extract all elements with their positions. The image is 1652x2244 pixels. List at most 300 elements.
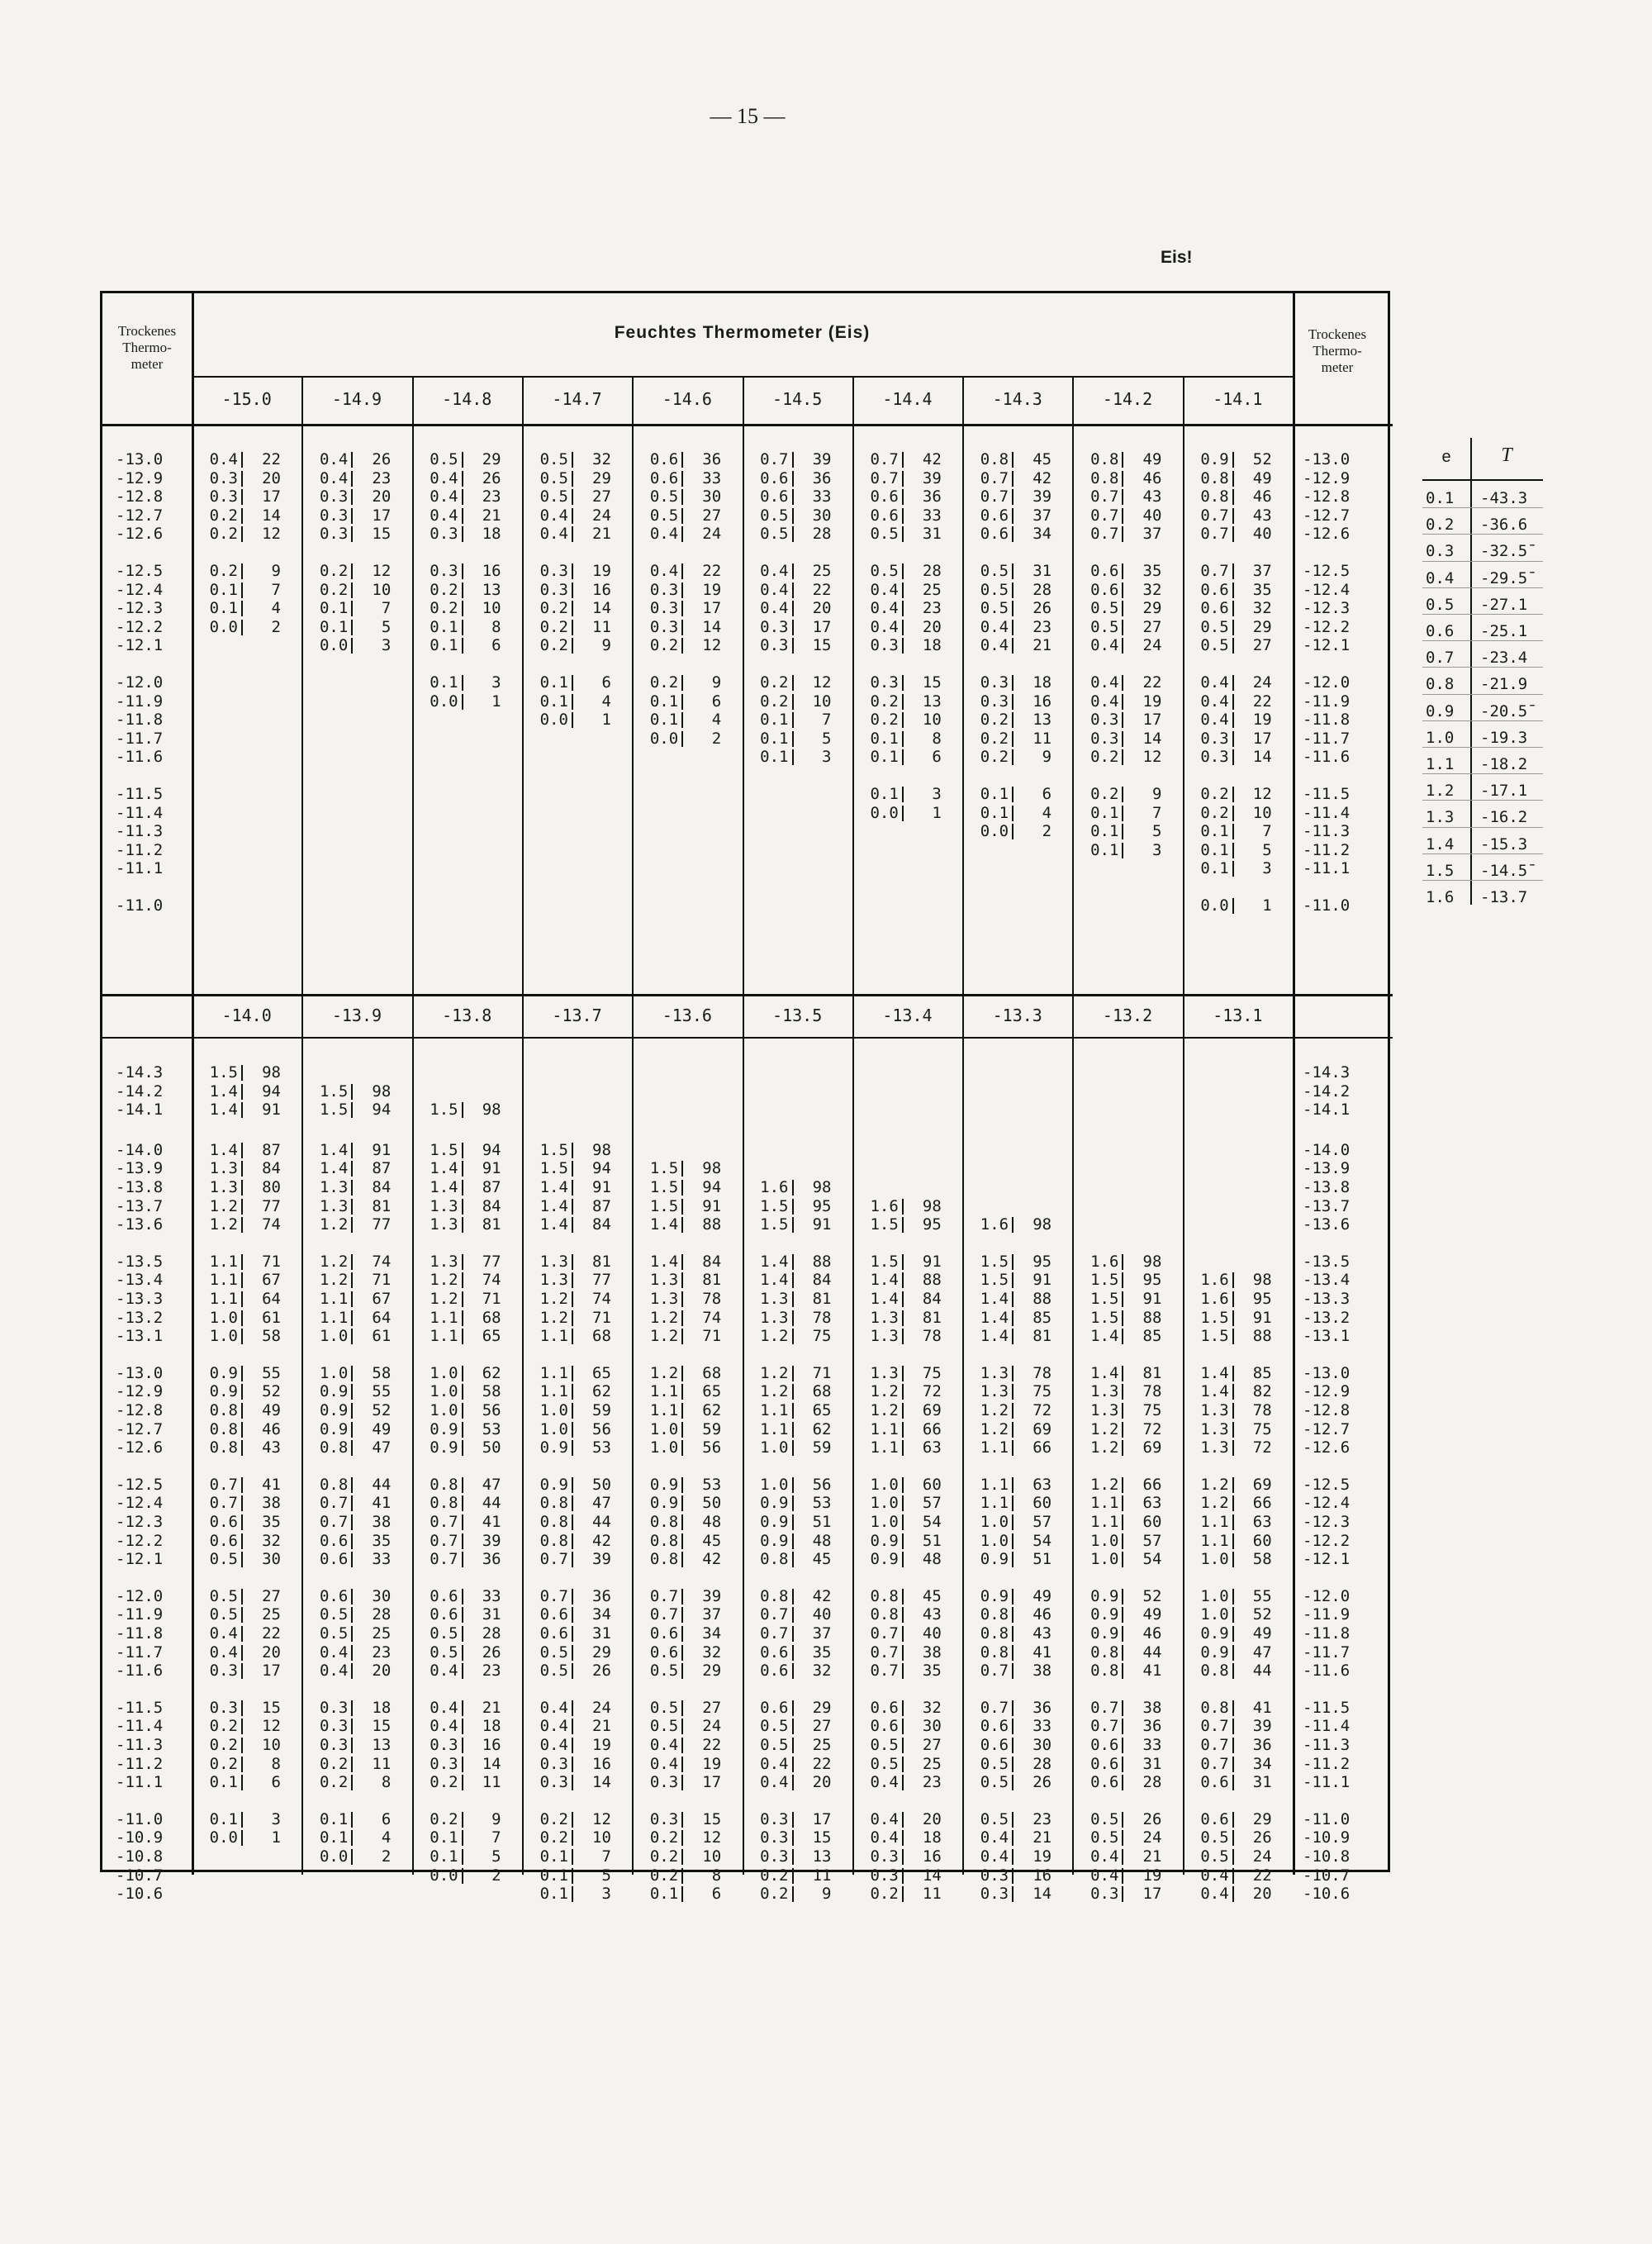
cell-divider	[792, 1645, 794, 1661]
side-e-value: 1.3	[1426, 808, 1455, 827]
dry-temp-row-label-right: -11.1	[1303, 859, 1351, 878]
cell-divider	[902, 787, 904, 802]
vapor-pressure-value: 0.8	[539, 1531, 568, 1550]
dry-temp-row-label-right: -12.2	[1303, 617, 1351, 636]
vapor-pressure-value: 1.3	[1200, 1438, 1229, 1457]
relative-humidity-value: 1	[491, 692, 501, 711]
relative-humidity-value: 69	[922, 1401, 942, 1419]
relative-humidity-value: 63	[922, 1438, 942, 1457]
cell-divider	[351, 1607, 353, 1623]
vapor-pressure-value: 0.6	[980, 525, 1009, 544]
cell-divider	[792, 601, 794, 616]
cell-divider	[1122, 601, 1123, 616]
relative-humidity-value: 24	[1252, 1847, 1272, 1866]
column-rule	[962, 376, 964, 994]
relative-humidity-value: 21	[1032, 636, 1052, 655]
vapor-pressure-value: 0.3	[319, 487, 349, 506]
vapor-pressure-value: 0.1	[430, 617, 458, 636]
vapor-pressure-value: 0.6	[1090, 1773, 1119, 1792]
vapor-pressure-value: 1.0	[1090, 1531, 1119, 1550]
cell-divider	[462, 1310, 463, 1326]
cell-divider	[572, 1700, 573, 1716]
relative-humidity-value: 69	[1252, 1475, 1272, 1494]
cell-divider	[462, 1514, 463, 1530]
dry-temp-row-label: -13.2	[116, 1308, 164, 1327]
vapor-pressure-value: 0.7	[980, 1662, 1009, 1681]
vapor-pressure-value: 0.2	[539, 1828, 568, 1847]
cell-divider	[351, 1757, 353, 1772]
cell-divider	[572, 675, 573, 691]
relative-humidity-value: 32	[1252, 599, 1272, 618]
relative-humidity-value: 17	[1252, 729, 1272, 748]
relative-humidity-value: 17	[1142, 711, 1162, 730]
relative-humidity-value: 29	[702, 1662, 722, 1681]
relative-humidity-value: 9	[271, 562, 281, 580]
cell-divider	[1232, 563, 1234, 579]
vapor-pressure-value: 0.4	[1090, 1847, 1119, 1866]
vapor-pressure-value: 0.1	[760, 711, 789, 730]
cell-divider	[1232, 1403, 1234, 1419]
dry-temp-row-label-right: -12.3	[1303, 599, 1351, 618]
vapor-pressure-value: 0.3	[870, 636, 899, 655]
vapor-pressure-value: 0.2	[760, 1866, 789, 1885]
vapor-pressure-value: 0.3	[1090, 1885, 1119, 1904]
vapor-pressure-value: 1.5	[430, 1101, 458, 1120]
cell-divider	[681, 1514, 683, 1530]
cell-divider	[902, 1291, 904, 1307]
vapor-pressure-value: 1.1	[980, 1438, 1009, 1457]
relative-humidity-value: 39	[922, 468, 942, 487]
vapor-pressure-value: 0.9	[1200, 1643, 1229, 1662]
cell-divider	[241, 1645, 243, 1661]
relative-humidity-value: 85	[1252, 1363, 1272, 1382]
relative-humidity-value: 52	[1252, 1605, 1272, 1624]
vapor-pressure-value: 0.0	[319, 1847, 349, 1866]
side-table-rule	[1422, 800, 1543, 801]
cell-divider	[681, 1552, 683, 1567]
dry-temp-row-label-right: -12.5	[1303, 562, 1351, 580]
vapor-pressure-value: 0.0	[539, 711, 568, 730]
relative-humidity-value: 3	[491, 673, 501, 692]
dry-temp-row-label: -11.7	[116, 1643, 164, 1662]
cell-divider	[1122, 1495, 1123, 1511]
cell-divider	[572, 1477, 573, 1493]
vapor-pressure-value: 1.4	[1200, 1382, 1229, 1401]
vapor-pressure-value: 1.6	[1200, 1271, 1229, 1290]
vapor-pressure-value: 0.1	[649, 711, 679, 730]
relative-humidity-value: 65	[702, 1382, 722, 1401]
dry-temp-row-label: -14.2	[116, 1082, 164, 1101]
vapor-pressure-value: 0.2	[209, 506, 238, 525]
relative-humidity-value: 36	[1032, 1698, 1052, 1717]
vapor-pressure-value: 0.4	[1200, 1866, 1229, 1885]
relative-humidity-value: 17	[1142, 1885, 1162, 1904]
vapor-pressure-value: 0.2	[539, 617, 568, 636]
cell-divider	[572, 1719, 573, 1734]
vapor-pressure-value: 1.2	[760, 1363, 789, 1382]
relative-humidity-value: 12	[702, 1828, 722, 1847]
vapor-pressure-value: 1.3	[870, 1363, 899, 1382]
vapor-pressure-value: 0.9	[209, 1382, 238, 1401]
vapor-pressure-value: 0.6	[870, 1717, 899, 1736]
vapor-pressure-value: 1.4	[319, 1140, 349, 1159]
vapor-pressure-value: 0.6	[980, 1736, 1009, 1754]
relative-humidity-value: 34	[702, 1624, 722, 1643]
cell-divider	[1232, 1440, 1234, 1456]
cell-divider	[351, 1440, 353, 1456]
vapor-pressure-value: 1.5	[760, 1215, 789, 1234]
dry-temp-row-label: -12.7	[116, 506, 164, 525]
cell-divider	[681, 1886, 683, 1902]
cell-divider	[462, 1161, 463, 1177]
relative-humidity-value: 1	[1262, 896, 1272, 915]
cell-divider	[462, 1440, 463, 1456]
cell-divider	[462, 1738, 463, 1753]
cell-divider	[1232, 1477, 1234, 1493]
vapor-pressure-value: 0.6	[1090, 580, 1119, 599]
cell-divider	[681, 675, 683, 691]
vapor-pressure-value: 1.4	[1090, 1363, 1119, 1382]
cell-divider	[572, 526, 573, 542]
cell-divider	[241, 1514, 243, 1530]
vapor-pressure-value: 0.5	[760, 1717, 789, 1736]
relative-humidity-value: 13	[372, 1736, 392, 1754]
relative-humidity-value: 51	[812, 1513, 832, 1531]
side-e-value: 0.8	[1426, 675, 1455, 694]
relative-humidity-value: 28	[1142, 1773, 1162, 1792]
cell-divider	[572, 1533, 573, 1549]
relative-humidity-value: 84	[372, 1178, 392, 1196]
vapor-pressure-value: 1.2	[1200, 1475, 1229, 1494]
relative-humidity-value: 84	[592, 1215, 611, 1234]
dry-temp-row-label-right: -12.4	[1303, 1494, 1351, 1513]
cell-divider	[241, 1477, 243, 1493]
relative-humidity-value: 18	[922, 1828, 942, 1847]
dry-temp-row-label: -12.5	[116, 562, 164, 580]
relative-humidity-value: 35	[1252, 580, 1272, 599]
relative-humidity-value: 18	[372, 1698, 392, 1717]
dry-temp-row-label: -13.3	[116, 1290, 164, 1308]
relative-humidity-value: 9	[601, 636, 611, 655]
cell-divider	[1012, 1830, 1014, 1846]
cell-divider	[792, 1495, 794, 1511]
cell-divider	[572, 582, 573, 598]
relative-humidity-value: 58	[262, 1327, 281, 1346]
relative-humidity-value: 46	[1032, 1605, 1052, 1624]
vapor-pressure-value: 1.0	[870, 1494, 899, 1513]
vapor-pressure-value: 0.5	[1090, 1809, 1119, 1828]
vapor-pressure-value: 0.1	[1200, 840, 1229, 859]
vapor-pressure-value: 0.9	[1090, 1586, 1119, 1605]
vapor-pressure-value: 0.6	[760, 468, 789, 487]
vapor-pressure-value: 0.4	[980, 617, 1009, 636]
relative-humidity-value: 81	[702, 1271, 722, 1290]
relative-humidity-value: 8	[271, 1754, 281, 1773]
relative-humidity-value: 3	[932, 785, 942, 803]
vapor-pressure-value: 1.1	[539, 1363, 568, 1382]
wet-temp-column-header: -14.4	[882, 389, 933, 409]
cell-divider	[1012, 1533, 1014, 1549]
dry-temp-row-label-right: -14.2	[1303, 1082, 1351, 1101]
side-e-value: 0.6	[1426, 622, 1455, 640]
vapor-pressure-value: 1.5	[649, 1159, 679, 1178]
vapor-pressure-value: 0.5	[980, 599, 1009, 618]
relative-humidity-value: 16	[1032, 692, 1052, 711]
column-rule	[412, 994, 414, 1875]
relative-humidity-value: 7	[822, 711, 832, 730]
vapor-pressure-value: 1.5	[870, 1252, 899, 1271]
side-table-rule	[1422, 694, 1543, 695]
cell-divider	[241, 526, 243, 542]
side-T-value: -23.4	[1480, 649, 1528, 668]
cell-divider	[792, 563, 794, 579]
vapor-pressure-value: 0.7	[1200, 506, 1229, 525]
cell-divider	[572, 1440, 573, 1456]
vapor-pressure-value: 0.2	[1200, 803, 1229, 822]
relative-humidity-value: 43	[922, 1605, 942, 1624]
side-e-value: 0.4	[1426, 568, 1455, 587]
cell-divider	[351, 1199, 353, 1215]
relative-humidity-value: 7	[601, 1847, 611, 1866]
relative-humidity-value: 26	[372, 450, 392, 468]
relative-humidity-value: 66	[1032, 1438, 1052, 1457]
vapor-pressure-value: 0.2	[209, 1717, 238, 1736]
vapor-pressure-value: 0.1	[539, 1847, 568, 1866]
relative-humidity-value: 49	[262, 1401, 281, 1419]
column-rule	[1183, 994, 1184, 1875]
cell-divider	[681, 1422, 683, 1438]
cell-divider	[572, 563, 573, 579]
relative-humidity-value: 98	[1252, 1271, 1272, 1290]
dry-temp-row-label: -11.3	[116, 822, 164, 841]
cell-divider	[462, 1254, 463, 1270]
relative-humidity-value: 46	[1142, 1624, 1162, 1643]
vapor-pressure-value: 1.0	[1200, 1605, 1229, 1624]
cell-divider	[351, 1384, 353, 1400]
cell-divider	[902, 452, 904, 468]
cell-divider	[462, 1217, 463, 1233]
cell-divider	[572, 1180, 573, 1196]
cell-divider	[792, 1738, 794, 1753]
relative-humidity-value: 44	[482, 1494, 501, 1513]
vapor-pressure-value: 0.3	[319, 525, 349, 544]
vapor-pressure-value: 0.4	[1200, 692, 1229, 711]
relative-humidity-value: 26	[592, 1662, 611, 1681]
dry-temp-row-label: -12.9	[116, 468, 164, 487]
cell-divider	[902, 489, 904, 505]
cell-divider	[902, 731, 904, 747]
vapor-pressure-value: 0.6	[760, 1643, 789, 1662]
relative-humidity-value: 51	[1032, 1550, 1052, 1569]
cell-divider	[1232, 824, 1234, 839]
cell-divider	[681, 1830, 683, 1846]
vapor-pressure-value: 0.9	[980, 1550, 1009, 1569]
vapor-pressure-value: 0.2	[430, 580, 458, 599]
relative-humidity-value: 14	[922, 1866, 942, 1885]
relative-humidity-value: 3	[1151, 840, 1162, 859]
relative-humidity-value: 95	[1032, 1252, 1052, 1271]
cell-divider	[1012, 1719, 1014, 1734]
vapor-pressure-value: 1.0	[1200, 1550, 1229, 1569]
vapor-pressure-value: 0.5	[209, 1550, 238, 1569]
vapor-pressure-value: 0.8	[980, 450, 1009, 468]
vapor-pressure-value: 1.2	[1090, 1419, 1119, 1438]
relative-humidity-value: 47	[372, 1438, 392, 1457]
relative-humidity-value: 11	[1032, 729, 1052, 748]
relative-humidity-value: 46	[262, 1419, 281, 1438]
vapor-pressure-value: 1.2	[539, 1308, 568, 1327]
relative-humidity-value: 14	[482, 1754, 501, 1773]
relative-humidity-value: 52	[1142, 1586, 1162, 1605]
vapor-pressure-value: 0.4	[980, 636, 1009, 655]
cell-divider	[1012, 1403, 1014, 1419]
relative-humidity-value: 91	[812, 1215, 832, 1234]
vapor-pressure-value: 0.5	[539, 468, 568, 487]
cell-divider	[572, 1366, 573, 1381]
relative-humidity-value: 23	[922, 599, 942, 618]
dry-temp-row-label: -11.1	[116, 1773, 164, 1792]
cell-divider	[681, 1757, 683, 1772]
vapor-pressure-value: 1.0	[209, 1327, 238, 1346]
cell-divider	[351, 471, 353, 487]
vapor-pressure-value: 0.5	[430, 1624, 458, 1643]
vapor-pressure-value: 0.3	[430, 525, 458, 544]
relative-humidity-value: 15	[812, 1828, 832, 1847]
vapor-pressure-value: 0.6	[1200, 580, 1229, 599]
cell-divider	[462, 1552, 463, 1567]
cell-divider	[351, 1645, 353, 1661]
relative-humidity-value: 12	[262, 525, 281, 544]
relative-humidity-value: 95	[922, 1215, 942, 1234]
side-T-value: -18.2	[1480, 755, 1528, 773]
dry-temp-row-label-right: -12.2	[1303, 1531, 1351, 1550]
cell-divider	[462, 1626, 463, 1642]
relative-humidity-value: 88	[1252, 1327, 1272, 1346]
side-table-rule	[1422, 614, 1543, 615]
dry-temp-row-label: -12.1	[116, 1550, 164, 1569]
vapor-pressure-value: 0.5	[980, 562, 1009, 580]
cell-divider	[572, 1495, 573, 1511]
vapor-pressure-value: 0.8	[209, 1401, 238, 1419]
cell-divider	[792, 471, 794, 487]
cell-divider	[351, 582, 353, 598]
vapor-pressure-value: 0.4	[209, 450, 238, 468]
relative-humidity-value: 26	[1032, 599, 1052, 618]
cell-divider	[792, 1254, 794, 1270]
vapor-pressure-value: 1.0	[430, 1382, 458, 1401]
cell-divider	[572, 1626, 573, 1642]
dry-temp-row-label-right: -11.2	[1303, 1754, 1351, 1773]
vapor-pressure-value: 0.1	[870, 785, 899, 803]
relative-humidity-value: 46	[1252, 487, 1272, 506]
dry-temp-row-label-right: -13.0	[1303, 1363, 1351, 1382]
cell-divider	[1012, 1440, 1014, 1456]
vapor-pressure-value: 1.5	[649, 1196, 679, 1215]
vapor-pressure-value: 0.3	[209, 487, 238, 506]
relative-humidity-value: 33	[372, 1550, 392, 1569]
cell-divider	[792, 1552, 794, 1567]
relative-humidity-value: 36	[1142, 1717, 1162, 1736]
cell-divider	[1122, 712, 1123, 728]
vapor-pressure-value: 1.3	[649, 1290, 679, 1308]
relative-humidity-value: 64	[372, 1308, 392, 1327]
relative-humidity-value: 12	[372, 562, 392, 580]
vapor-pressure-value: 0.5	[1090, 1828, 1119, 1847]
cell-divider	[902, 1217, 904, 1233]
cell-divider	[792, 1886, 794, 1902]
cell-divider	[241, 1161, 243, 1177]
relative-humidity-value: 29	[592, 1643, 611, 1662]
relative-humidity-value: 27	[592, 487, 611, 506]
cell-divider	[1012, 1700, 1014, 1716]
vapor-pressure-value: 1.2	[870, 1382, 899, 1401]
vapor-pressure-value: 0.3	[980, 1885, 1009, 1904]
relative-humidity-value: 91	[262, 1101, 281, 1120]
side-table-rule	[1422, 747, 1543, 748]
relative-humidity-value: 54	[922, 1513, 942, 1531]
cell-divider	[1012, 563, 1014, 579]
vapor-pressure-value: 0.4	[649, 562, 679, 580]
vapor-pressure-value: 0.4	[870, 580, 899, 599]
dry-temp-row-label-right: -12.8	[1303, 1401, 1351, 1419]
vapor-pressure-value: 0.7	[539, 1550, 568, 1569]
relative-humidity-value: 19	[1252, 711, 1272, 730]
cell-divider	[241, 452, 243, 468]
relative-humidity-value: 27	[922, 1736, 942, 1754]
cell-divider	[902, 582, 904, 598]
dry-temp-row-label: -12.5	[116, 1475, 164, 1494]
relative-humidity-value: 20	[812, 1773, 832, 1792]
vapor-pressure-value: 0.3	[1200, 748, 1229, 767]
relative-humidity-value: 43	[1252, 506, 1272, 525]
vapor-pressure-value: 1.2	[649, 1308, 679, 1327]
cell-divider	[462, 1719, 463, 1734]
vapor-pressure-value: 0.0	[319, 636, 349, 655]
vapor-pressure-value: 1.1	[539, 1382, 568, 1401]
vapor-pressure-value: 1.4	[760, 1271, 789, 1290]
vapor-pressure-value: 1.1	[430, 1308, 458, 1327]
relative-humidity-value: 16	[922, 1847, 942, 1866]
relative-humidity-value: 37	[1142, 525, 1162, 544]
cell-divider	[1122, 1477, 1123, 1493]
vapor-pressure-value: 0.8	[760, 1586, 789, 1605]
dry-temp-row-label-right: -14.1	[1303, 1101, 1351, 1120]
vapor-pressure-value: 0.0	[209, 617, 238, 636]
relative-humidity-value: 38	[262, 1494, 281, 1513]
relative-humidity-value: 5	[1151, 822, 1162, 841]
relative-humidity-value: 22	[812, 1754, 832, 1773]
side-e-value: 1.1	[1426, 755, 1455, 773]
relative-humidity-value: 27	[1252, 636, 1272, 655]
vapor-pressure-value: 1.2	[319, 1215, 349, 1234]
relative-humidity-value: 22	[262, 450, 281, 468]
vapor-pressure-value: 0.3	[980, 1866, 1009, 1885]
cell-divider	[351, 1310, 353, 1326]
side-e-value: 1.4	[1426, 834, 1455, 853]
dry-thermometer-label: Trockenes Thermo- meter	[117, 323, 177, 372]
cell-divider	[792, 731, 794, 747]
relative-humidity-value: 98	[812, 1178, 832, 1196]
relative-humidity-value: 3	[601, 1885, 611, 1904]
relative-humidity-value: 28	[372, 1605, 392, 1624]
vapor-pressure-value: 0.2	[980, 748, 1009, 767]
vapor-pressure-value: 0.7	[539, 1586, 568, 1605]
relative-humidity-value: 88	[702, 1215, 722, 1234]
cell-divider	[1012, 452, 1014, 468]
vapor-pressure-value: 0.6	[1200, 1809, 1229, 1828]
cell-divider	[792, 1626, 794, 1642]
vapor-pressure-value: 1.0	[649, 1419, 679, 1438]
